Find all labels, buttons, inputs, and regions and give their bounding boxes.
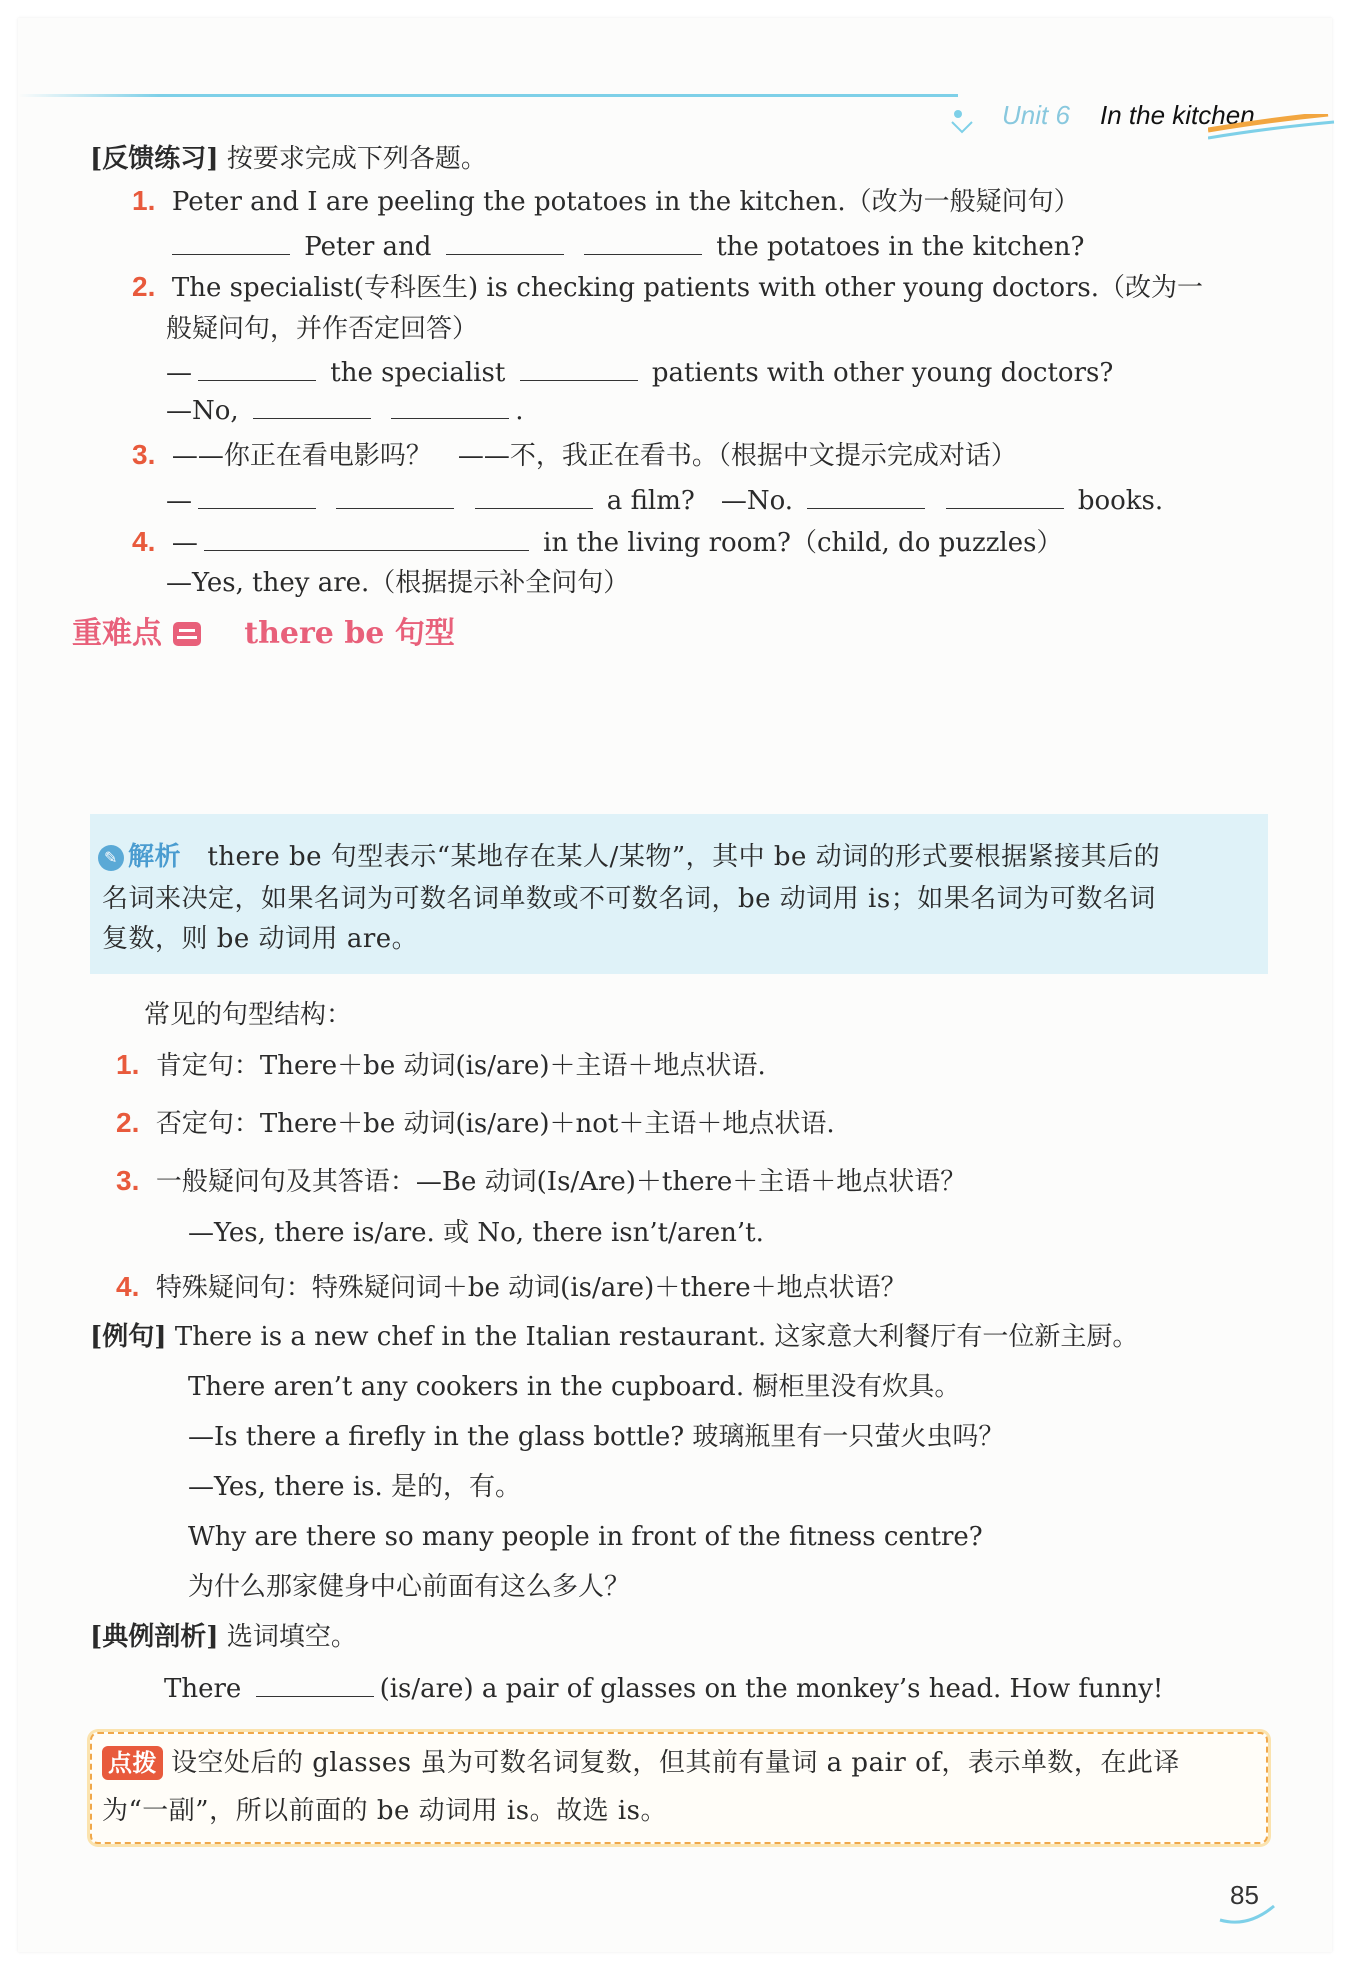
structure-3-answer: —Yes, there is/are. 或 No, there isn’t/aren’t.	[188, 1218, 764, 1248]
q1: 1. Peter and I are peeling the potatoes in the kitchen.（改为一般疑问句）	[132, 185, 1080, 217]
blank[interactable]	[256, 1670, 374, 1697]
structure-heading: 常见的句型结构：	[144, 1000, 353, 1030]
unit-label: Unit 6	[1002, 100, 1070, 130]
structure-2: 2. 否定句：There＋be 动词(is/are)＋not＋主语＋地点状语.	[116, 1107, 835, 1139]
example-5: Why are there so many people in front of the fitness centre?	[188, 1522, 983, 1552]
feedback-heading: [反馈练习] 按要求完成下列各题。	[90, 144, 487, 174]
q3-answer-line: — a film? —No. books.	[166, 482, 1163, 518]
q4: 4. — in the living room?（child, do puzzles）	[132, 526, 1063, 558]
section-title: 重难点 there be 句型	[72, 616, 455, 651]
blank[interactable]	[520, 354, 638, 381]
blank[interactable]	[391, 392, 509, 419]
example-3: —Is there a firefly in the glass bottle? 玻璃瓶里有一只萤火虫吗？	[188, 1422, 1005, 1452]
typical-heading: [典例剖析] 选词填空。	[90, 1622, 357, 1652]
tip-line-1: 点拨 设空处后的 glasses 虽为可数名词复数，但其前有量词 a pair of，表示单数，在此译	[102, 1746, 1180, 1780]
page	[18, 18, 1332, 1952]
blank[interactable]	[446, 228, 564, 255]
page-corner-swoosh-icon	[1218, 1890, 1278, 1930]
q3: 3. ——你正在看电影吗？ ——不，我正在看书。（根据中文提示完成对话）	[132, 439, 1017, 471]
header-dot-icon	[948, 106, 978, 136]
analysis-line-2: 名词来决定，如果名词为可数名词单数或不可数名词，be 动词用 is；如果名词为可数名词	[102, 884, 1156, 914]
blank[interactable]	[336, 482, 454, 509]
example-2: There aren’t any cookers in the cupboard. 橱柜里没有炊具。	[188, 1372, 961, 1402]
q2-answer-line: — the specialist patients with other young doctors?	[166, 354, 1113, 390]
blank[interactable]	[946, 482, 1064, 509]
page-number: 85	[1230, 1880, 1259, 1910]
blank[interactable]	[198, 482, 316, 509]
typical-question: There (is/are) a pair of glasses on the monkey’s head. How funny!	[164, 1670, 1163, 1706]
blank[interactable]	[198, 354, 316, 381]
blank[interactable]	[204, 524, 529, 551]
q4-answer-line: —Yes, they are.（根据提示补全问句）	[166, 568, 630, 598]
tip-badge: 点拨	[102, 1746, 163, 1780]
analysis-line-1: ✎ 解析 there be 句型表示“某地存在某人/某物”，其中 be 动词的形式要根据紧接其后的	[98, 840, 1160, 874]
q1-answer-line: Peter and the potatoes in the kitchen?	[166, 228, 1084, 264]
analysis-line-3: 复数，则 be 动词用 are。	[102, 924, 419, 954]
structure-4: 4. 特殊疑问句：特殊疑问词＋be 动词(is/are)＋there＋地点状语？	[116, 1271, 907, 1303]
pin-icon: ✎	[98, 845, 124, 871]
blank[interactable]	[475, 482, 593, 509]
q2-answer-line-2: —No, .	[166, 392, 523, 428]
blank[interactable]	[584, 228, 702, 255]
blank[interactable]	[807, 482, 925, 509]
example-1: [例句] There is a new chef in the Italian restaurant. 这家意大利餐厅有一位新主厨。	[90, 1322, 1139, 1352]
example-6: 为什么那家健身中心前面有这么多人？	[188, 1572, 631, 1602]
unit-title: In the kitchen	[1100, 100, 1255, 130]
tip-line-2: 为“一副”，所以前面的 be 动词用 is。故选 is。	[102, 1796, 667, 1826]
structure-3: 3. 一般疑问句及其答语：—Be 动词(Is/Are)＋there＋主语＋地点状语？	[116, 1165, 967, 1197]
structure-1: 1. 肯定句：There＋be 动词(is/are)＋主语＋地点状语.	[116, 1049, 766, 1081]
number-two-badge-icon	[172, 621, 202, 647]
blank[interactable]	[253, 392, 371, 419]
blank[interactable]	[172, 228, 290, 255]
header-swoosh-icon	[1208, 114, 1338, 142]
example-4: —Yes, there is. 是的，有。	[188, 1472, 522, 1502]
q2-text-cont: 般疑问句，并作否定回答）	[166, 314, 479, 344]
header-rule	[18, 94, 958, 97]
q2: 2. The specialist(专科医生) is checking patients with other young doctors.（改为一	[132, 271, 1204, 303]
